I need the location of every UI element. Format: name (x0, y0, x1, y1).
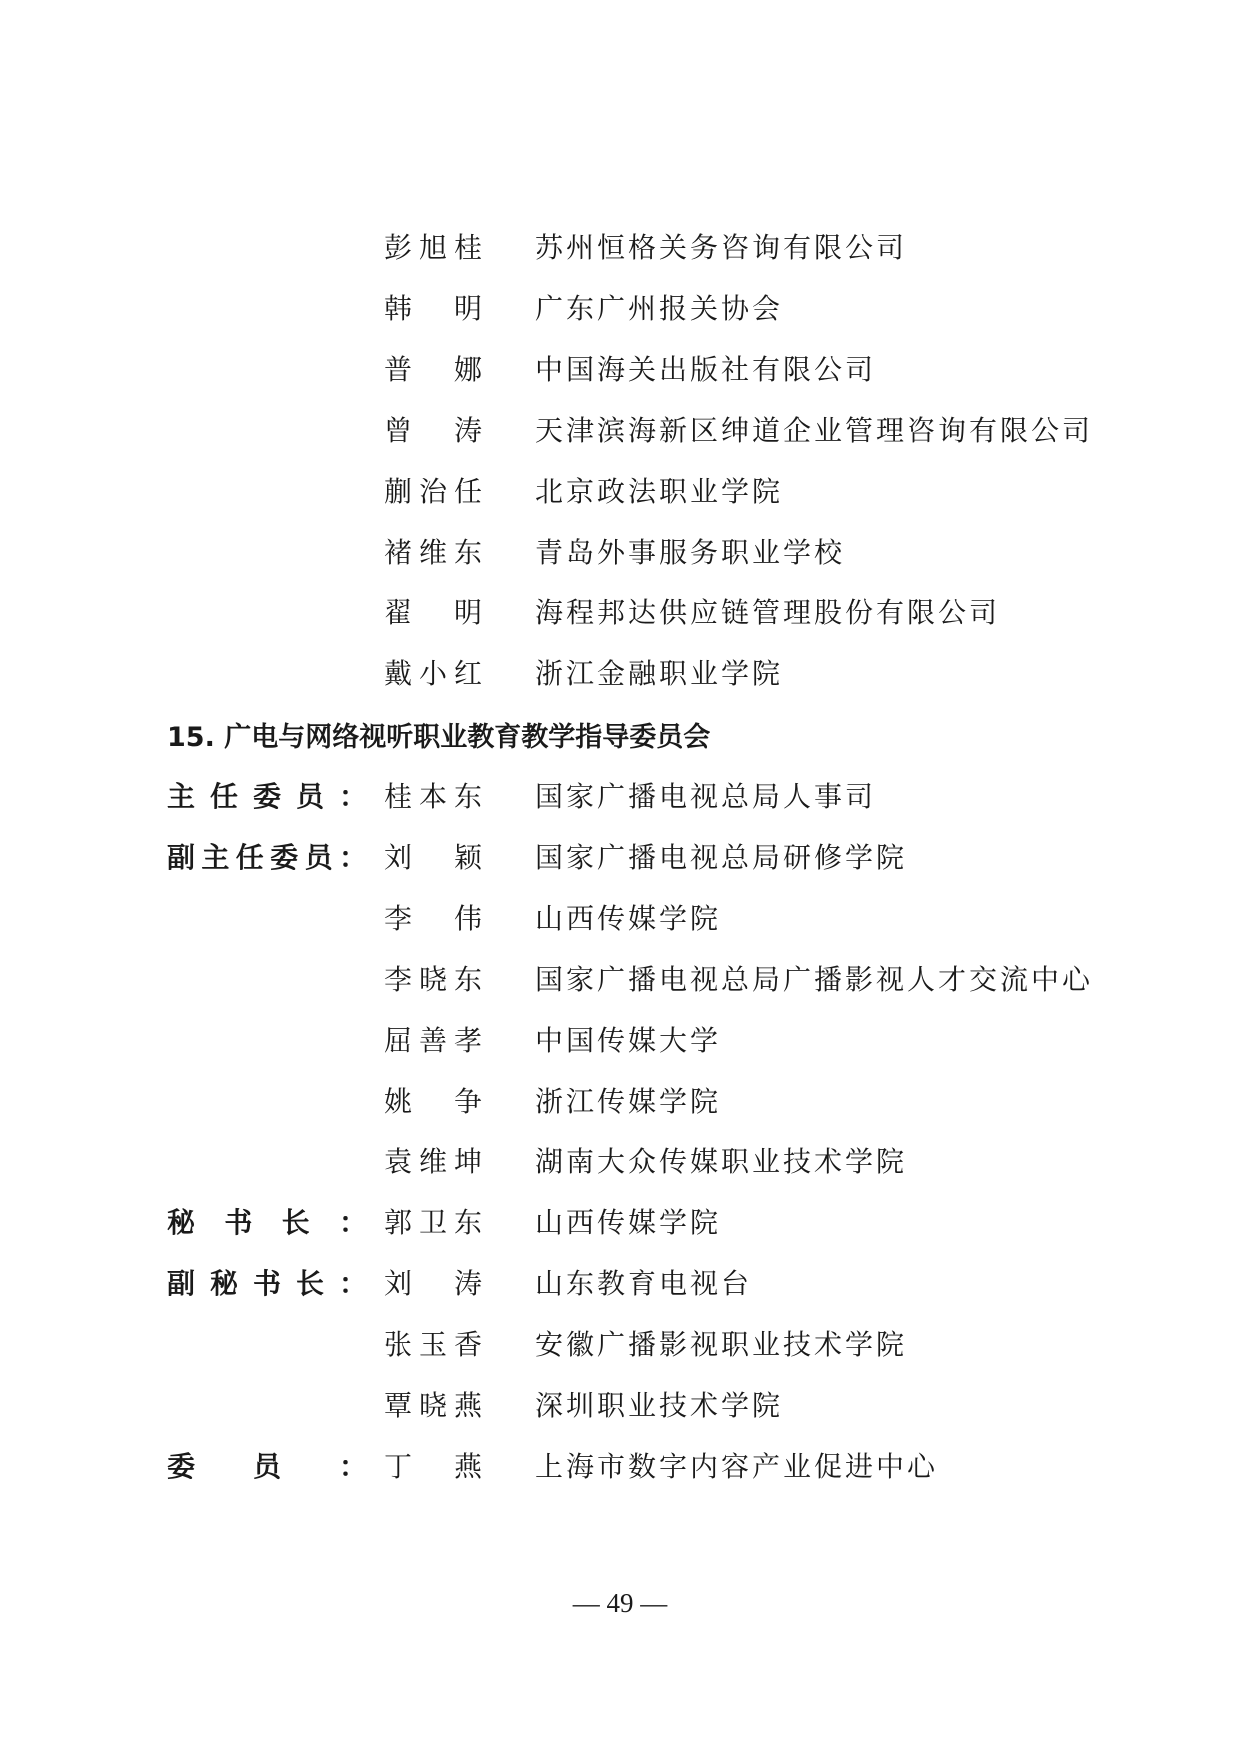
member-organization: 国家广播电视总局研修学院 (535, 841, 908, 874)
member-organization: 深圳职业技术学院 (535, 1389, 784, 1422)
committee-row (0, 838, 1240, 878)
member-organization: 湖南大众传媒职业技术学院 (535, 1145, 908, 1178)
member-row (0, 350, 1240, 390)
role-label: 副 主 任 委 员 ： (167, 841, 367, 874)
member-organization: 中国传媒大学 (535, 1024, 722, 1057)
role-label: 秘 书 长 ： (167, 1206, 367, 1239)
member-organization: 青岛外事服务职业学校 (535, 536, 846, 569)
member-name: 丁 燕 (384, 1450, 484, 1483)
member-name: 李 伟 (384, 902, 484, 935)
member-name: 普 娜 (384, 353, 484, 386)
member-row (0, 289, 1240, 329)
member-name: 褚 维 东 (384, 536, 484, 569)
member-name: 李 晓 东 (384, 963, 484, 996)
member-organization: 浙江传媒学院 (535, 1085, 722, 1118)
member-organization: 国家广播电视总局广播影视人才交流中心 (535, 963, 1094, 996)
member-organization: 山西传媒学院 (535, 902, 722, 935)
committee-row (0, 1386, 1240, 1426)
member-name: 韩 明 (384, 292, 484, 325)
committee-row (0, 960, 1240, 1000)
member-organization: 安徽广播影视职业技术学院 (535, 1328, 908, 1361)
committee-row (0, 899, 1240, 939)
committee-row (0, 777, 1240, 817)
role-label: 委 员 ： (167, 1450, 367, 1483)
member-name: 张 玉 香 (384, 1328, 484, 1361)
member-name: 曾 涛 (384, 414, 484, 447)
member-name: 袁 维 坤 (384, 1145, 484, 1178)
member-name: 蒯 治 任 (384, 475, 484, 508)
member-row (0, 228, 1240, 268)
member-name: 戴 小 红 (384, 657, 484, 690)
member-row (0, 654, 1240, 694)
member-row (0, 593, 1240, 633)
member-name: 桂 本 东 (384, 780, 484, 813)
member-organization: 广东广州报关协会 (535, 292, 784, 325)
member-organization: 北京政法职业学院 (535, 475, 784, 508)
committee-row (0, 1325, 1240, 1365)
member-organization: 上海市数字内容产业促进中心 (535, 1450, 939, 1483)
member-row (0, 411, 1240, 451)
committee-row (0, 1447, 1240, 1487)
member-organization: 天津滨海新区绅道企业管理咨询有限公司 (535, 414, 1094, 447)
committee-row (0, 1142, 1240, 1182)
member-organization: 浙江金融职业学院 (535, 657, 784, 690)
committee-row (0, 1082, 1240, 1122)
member-organization: 中国海关出版社有限公司 (535, 353, 877, 386)
member-name: 覃 晓 燕 (384, 1389, 484, 1422)
member-organization: 山西传媒学院 (535, 1206, 722, 1239)
committee-row (0, 1264, 1240, 1304)
member-name: 刘 涛 (384, 1267, 484, 1300)
member-row (0, 472, 1240, 512)
member-name: 屈 善 孝 (384, 1024, 484, 1057)
member-name: 彭 旭 桂 (384, 231, 484, 264)
role-label: 主 任 委 员 ： (167, 780, 367, 813)
member-organization: 苏州恒格关务咨询有限公司 (535, 231, 908, 264)
role-label: 副 秘 书 长 ： (167, 1267, 367, 1300)
committee-row (0, 1203, 1240, 1243)
member-organization: 海程邦达供应链管理股份有限公司 (535, 596, 1001, 629)
committee-row (0, 1021, 1240, 1061)
member-name: 姚 争 (384, 1085, 484, 1118)
member-row (0, 533, 1240, 573)
page-number: — 49 — (572, 1588, 668, 1618)
member-name: 郭 卫 东 (384, 1206, 484, 1239)
member-name: 翟 明 (384, 596, 484, 629)
section-heading: 15. 广电与网络视听职业教育教学指导委员会 (167, 722, 711, 753)
member-name: 刘 颖 (384, 841, 484, 874)
member-organization: 山东教育电视台 (535, 1267, 753, 1300)
member-organization: 国家广播电视总局人事司 (535, 780, 877, 813)
